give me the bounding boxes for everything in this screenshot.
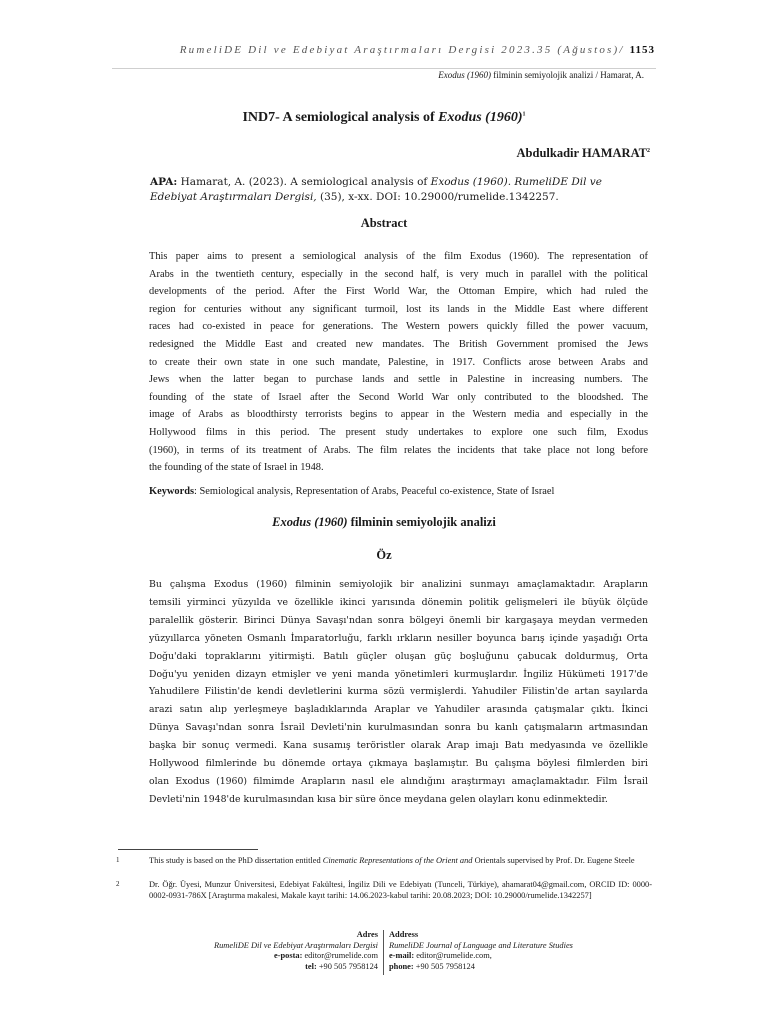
address-left-heading: Adres: [356, 930, 378, 939]
address-left-tel-label: tel:: [305, 961, 317, 971]
running-title-rest: filminin semiyolojik analizi / Hamarat, A.: [491, 70, 644, 80]
address-left-email[interactable]: editor@rumelide.com: [302, 951, 378, 960]
abstract-line: region for centuries without any significant turmoil, lost its lands in the Middle East where different: [149, 303, 648, 315]
header-rule: [112, 68, 656, 69]
abstract-line: races had co-existed in peace for generations. The Western powers quickly filled the power vacuum,: [149, 321, 648, 333]
footnote-2-mark: 2: [116, 880, 120, 888]
oz-line: Devleti'nin 1948'de kurulmasından kısa bir süre önce meydana gelen olayları konu edinmektedir.: [149, 793, 608, 805]
author-footnote-mark[interactable]: 2: [647, 147, 650, 154]
apa-label: APA:: [150, 176, 178, 188]
abstract-line: to create their own state in one such mandate, Palestine, in 1917. Conflicts arose between Arabs and: [149, 356, 648, 368]
oz-line: yüzyıllarca yöneten Osmanlı İmparatorluğu, farklı ırkların nesiller boyunca barış içinde yaşadığı Orta: [149, 632, 648, 644]
oz-line: Dünya Savaşı'ndan sonra İsrail Devleti'nin kurulmasından sonra bu kanlı çatışmaların artmasından: [149, 722, 648, 734]
oz-heading: Öz: [376, 548, 392, 562]
oz-line: Yahudilere Filistin'de kendi devletlerini kurma sözü vermişlerdi. Yahudiler Filistin'de artan sayılarda: [149, 686, 648, 698]
author-name: [517, 146, 650, 161]
address-right-phone-label: phone:: [389, 961, 414, 971]
apa-citation: [150, 175, 646, 205]
footnote-1: [116, 855, 652, 866]
footnote-1-italic: Cinematic Representations of the Orient and: [322, 856, 473, 865]
keywords: [149, 486, 648, 497]
running-title-italic: Exodus (1960): [438, 70, 492, 80]
address-right-phone: +90 505 7958124: [413, 961, 475, 971]
abstract-line: image of Arabs as bloodthirsty terrorists begins to appear in the Western media and especially in the: [149, 409, 648, 421]
oz-body: [149, 576, 648, 809]
oz-line: başka bir sonuç vermedi. Kana susamış teröristler olarak Arap imajı Batı medyasında ve özellikle: [149, 740, 648, 752]
footnote-1-mark: 1: [116, 856, 120, 864]
turkish-title: [0, 515, 768, 530]
journal-name: RumeliDE Dil ve Edebiyat Araştırmaları Dergisi 2023.35 (Ağustos)/: [179, 44, 625, 56]
running-header: [0, 44, 655, 56]
running-title: [438, 70, 644, 80]
turkish-title-rest: filminin semiyolojik analizi: [347, 515, 496, 529]
oz-line: paralellik gösterir. Birinci Dünya Savaşı'ndan sonra bölgeyi önemli bir kargaşaya meydan vermeden: [149, 614, 648, 626]
address-right-email-label: e-mail:: [389, 951, 415, 960]
address-left-email-label: e-posta:: [273, 951, 303, 960]
abstract-line: Jews when the latter began to purchase lands and settle in Palestine in increasing numbers. The: [149, 374, 648, 386]
footnote-2-text: Dr. Öğr. Üyesi, Munzur Üniversitesi, Edebiyat Fakültesi, İngiliz Dili ve Edebiyatı (Tunceli, Türkiye), ahamarat04@gmail.com, ORCID ID: 0000-0002-0931-786X [Araştırma makalesi, Makale kayıt tarihi: 14.06.2023-kabul tarihi: 20.08.2023; DOI: 10.29000/rumelide.1342257]: [149, 880, 652, 900]
address-english: [389, 930, 573, 972]
oz-line: olan Exodus (1960) filmimde Arapların nasıl ele alındığını araştırmayı amaçlamaktadır. Film İsrail: [149, 775, 648, 787]
author-text: Abdulkadir HAMARAT: [516, 146, 647, 160]
abstract-line: Hollywood films in this period. The present study undertakes to explore one such film, Exodus: [149, 426, 648, 438]
abstract-line: developments of the period. After the First World War, the Ottoman Empire, which had ruled the: [149, 286, 648, 298]
keywords-text: : Semiological analysis, Representation of Arabs, Peaceful co-existence, State of Israel: [194, 486, 555, 497]
address-left-tel: +90 505 7958124: [316, 961, 378, 971]
footnote-1-text-b: Orientals supervised by Prof. Dr. Eugene Steele: [472, 856, 635, 865]
address-turkish: [214, 930, 378, 972]
oz-line: Hollywood filmlerinde bu dönemde ortaya çıkmaya başlamıştır. Bu çalışma böylesi filmlerden biri: [149, 758, 648, 770]
oz-line: arazi satın alıp yerleşmeye başladıklarında Araplar ve Yahudiler arasında çatışmalar çıktı. İkinci: [149, 704, 648, 716]
abstract-line: redesigned the Middle East and created new mandates. The British Government promised the Jews: [149, 338, 648, 350]
abstract-heading: Abstract: [360, 216, 408, 230]
title-footnote-mark[interactable]: 1: [522, 111, 526, 118]
address-right-heading: Address: [389, 930, 419, 939]
oz-line: Bu çalışma Exodus (1960) filminin semiyolojik bir analizini sunmayı amaçlamaktadır. Arapların: [149, 579, 648, 590]
keywords-label: Keywords: [149, 486, 195, 497]
apa-italic: Exodus (1960). RumeliDE Dil ve Edebiyat Araştırmaları Dergisi,: [150, 176, 602, 203]
abstract-line: (1960), in terms of its treatment of Arabs. The film relates the incidents that take place not long before: [149, 444, 648, 456]
title-italic: Exodus (1960): [438, 110, 523, 125]
title-prefix: IND7- A semiological analysis of: [242, 110, 439, 125]
turkish-title-italic: Exodus (1960): [272, 515, 348, 529]
address-right-email[interactable]: editor@rumelide.com,: [414, 951, 492, 960]
apa-text-2: (35), x-xx. DOI: 10.29000/rumelide.1342257.: [316, 191, 559, 203]
abstract-line: founding of the state of Israel after the Second World War only contributed to the bloodshed. The: [149, 391, 648, 403]
oz-line: temsili yirminci yüzyılda ve özellikle ikinci yarısında dönemin politik gelişmeleri ile büyük ölçüde: [149, 596, 648, 608]
abstract-line: Arabs in the twentieth century, especially in the second half, is very much in parallel with the political: [149, 268, 648, 280]
oz-line: Doğu'daki topraklarını yitirmişti. Batılı güçler oluşan güç boşluğunu çabucak doldurmuş, Orta: [149, 650, 648, 662]
address-left-journal: RumeliDE Dil ve Edebiyat Araştırmaları Dergisi: [214, 940, 378, 950]
footnote-1-text-a: This study is based on the PhD dissertation entitled: [149, 856, 323, 865]
article-title: [0, 110, 768, 126]
footnote-2: [116, 879, 652, 901]
abstract-line: the founding of the state of Israel in 1948.: [149, 462, 324, 474]
footnote-rule: [118, 849, 258, 850]
abstract-body: [149, 248, 648, 477]
address-right-journal: RumeliDE Journal of Language and Literature Studies: [389, 940, 573, 950]
oz-line: Doğu'yu yeniden dizayn etmişler ve yeni manda yönetimleri kurmuşlardır. İngiliz Hükümeti 1917'de: [149, 668, 648, 680]
apa-text-1: Hamarat, A. (2023). A semiological analysis of: [177, 176, 431, 188]
page-number: 1153: [629, 44, 655, 56]
address-divider: [383, 930, 384, 975]
abstract-line: This paper aims to present a semiological analysis of the film Exodus (1960). The representation of: [149, 251, 648, 262]
